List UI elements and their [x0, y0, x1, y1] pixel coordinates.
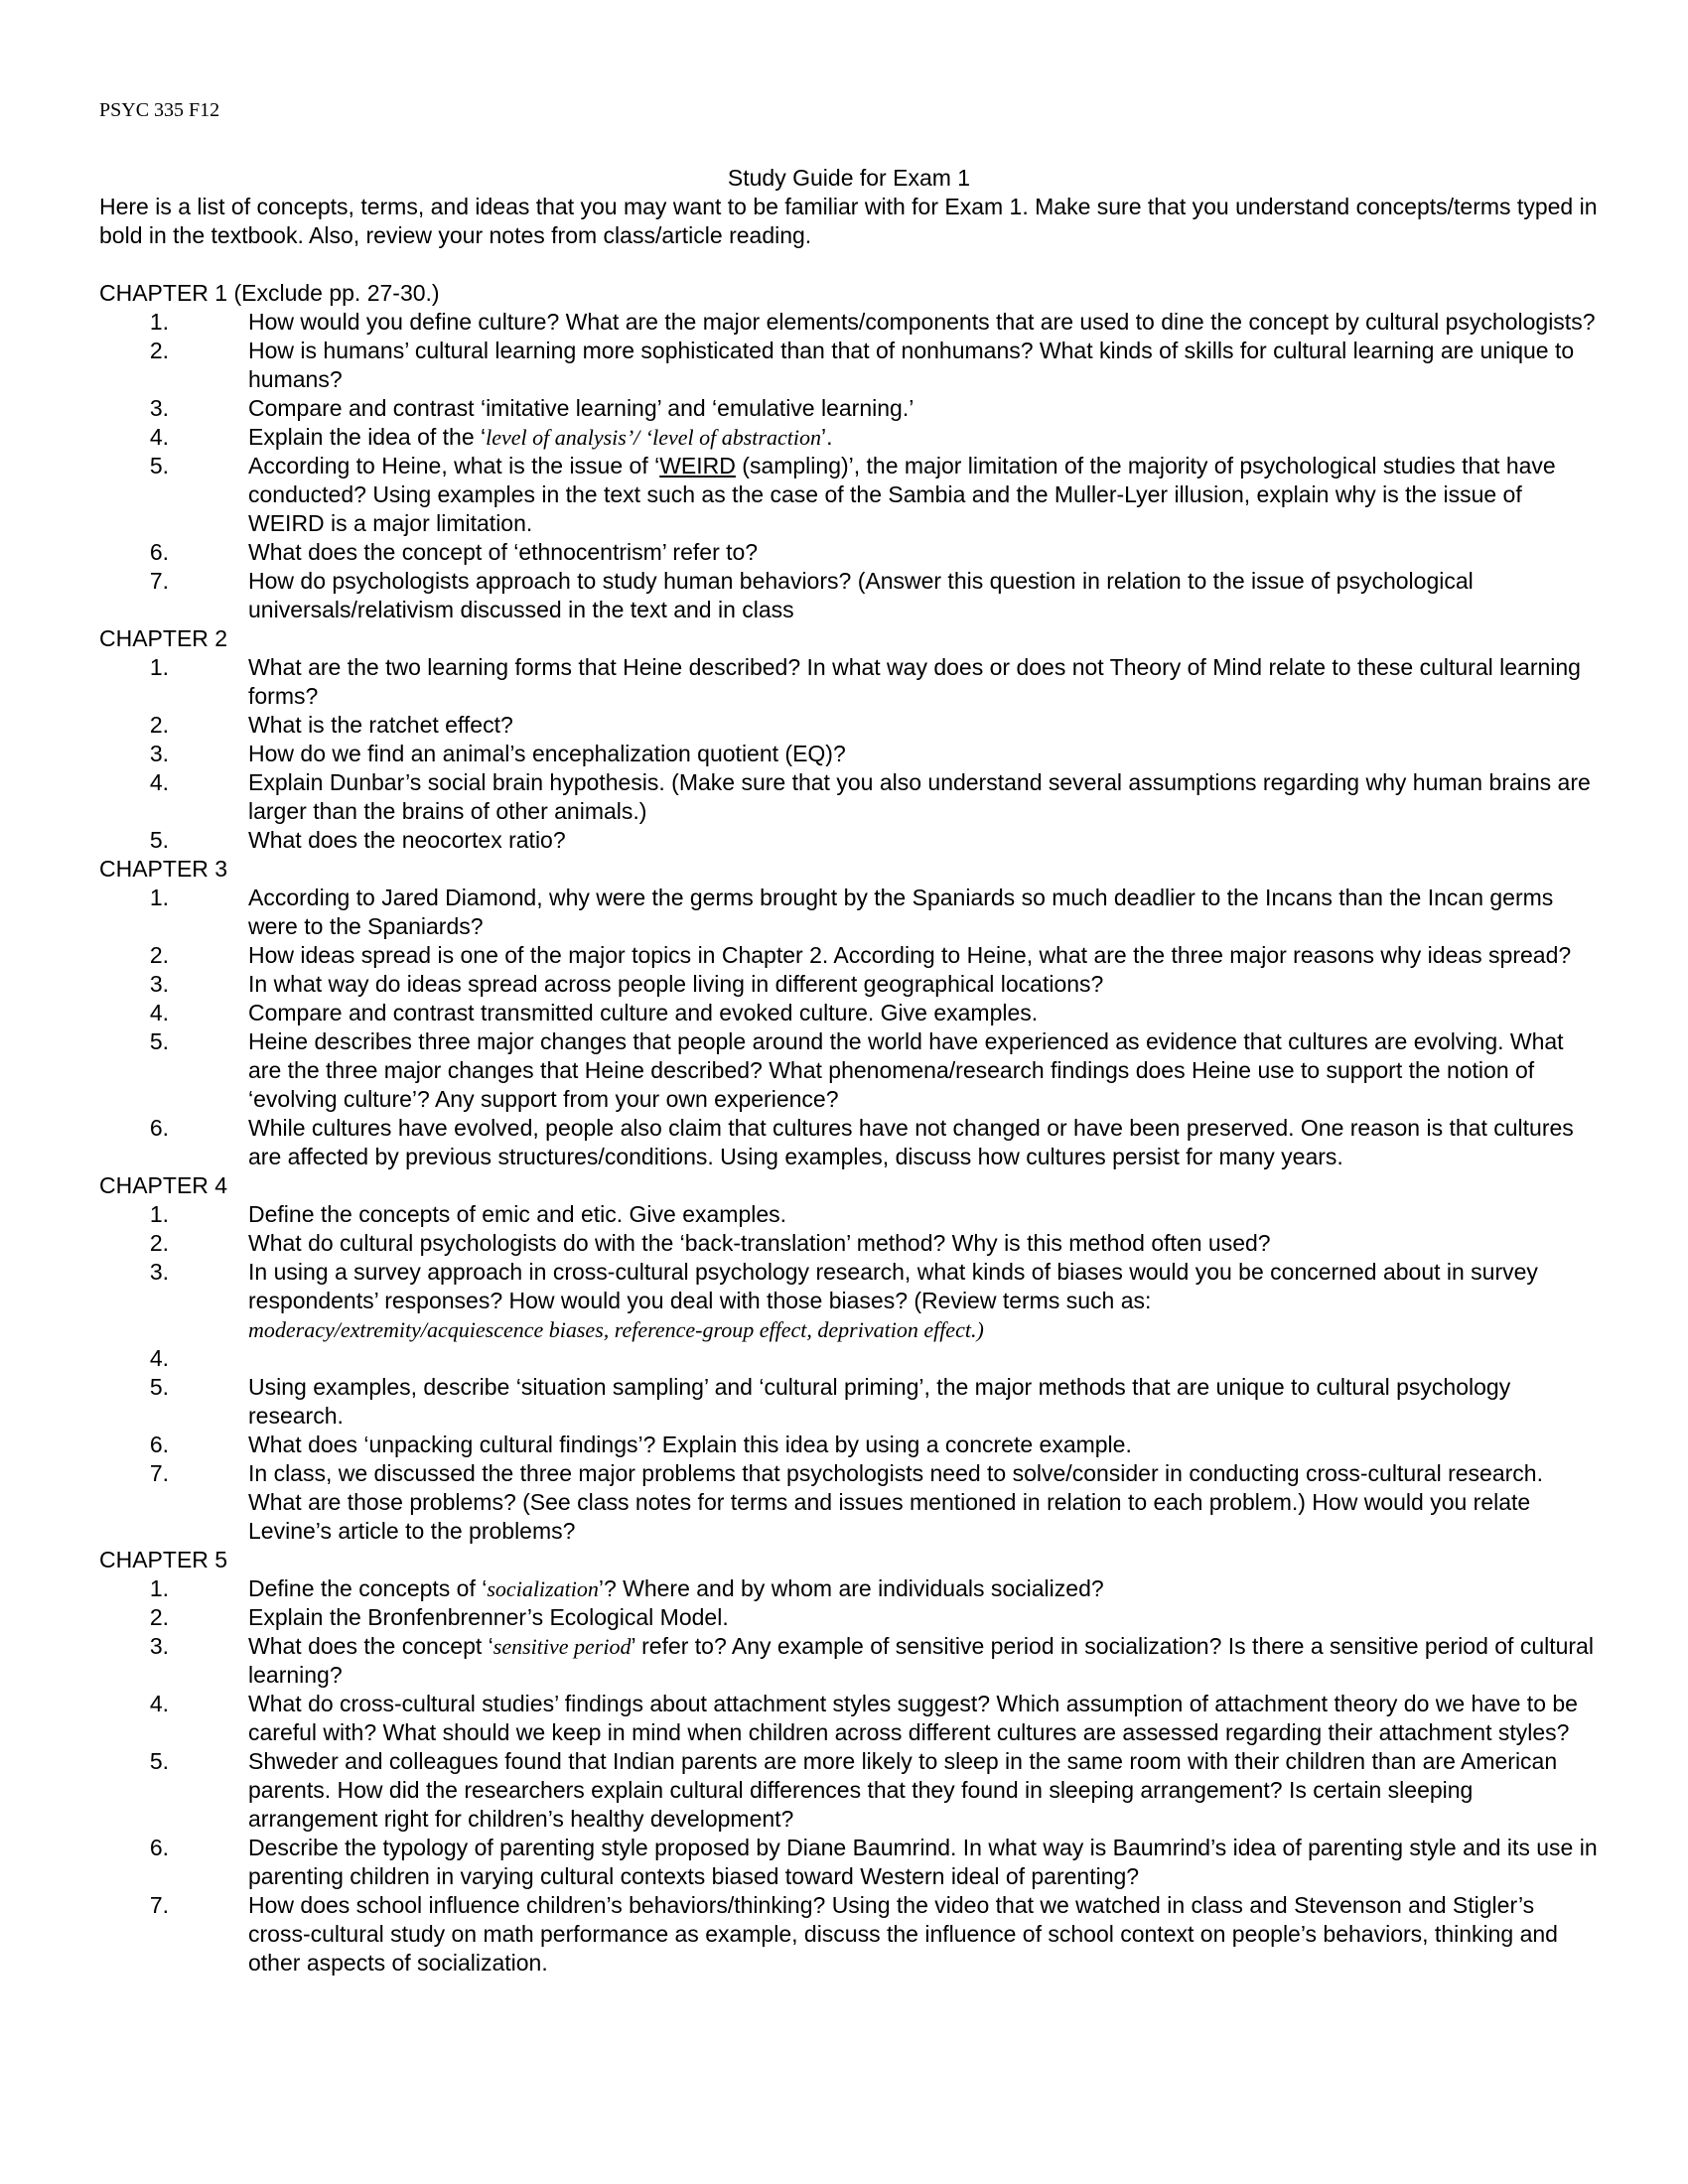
item-number: 7. — [149, 1460, 169, 1486]
item-text: Compare and contrast transmitted culture and evoked culture. Give examples. — [248, 1000, 1039, 1025]
item-text: How do psychologists approach to study human behaviors? (Answer this question in relation to the issue of psychological universals/relativism discussed in the text and in class — [248, 568, 1474, 622]
item-number: 5. — [149, 1748, 169, 1774]
item-text: Define the concepts of emic and etic. Give examples. — [248, 1201, 787, 1227]
item-number: 2. — [149, 338, 169, 363]
item-number: 3. — [149, 1259, 169, 1285]
item-text-part: ’? Where and by whom are individuals socialized? — [598, 1575, 1104, 1601]
item-number: 5. — [149, 827, 169, 853]
item-number: 3. — [149, 741, 169, 766]
list-item — [99, 538, 1599, 567]
list-item — [99, 970, 1599, 999]
list-item — [99, 1632, 1599, 1690]
item-text: According to Jared Diamond, why were the germs brought by the Spaniards so much deadlier to the Incans than the Incan germs were to the Spaniards? — [248, 885, 1554, 939]
list-item — [99, 1373, 1599, 1431]
item-number: 6. — [149, 539, 169, 565]
item-number: 7. — [149, 568, 169, 594]
list-item — [99, 1747, 1599, 1834]
item-text-part: What does the concept ‘ — [248, 1633, 493, 1659]
list-item — [99, 1258, 1599, 1344]
item-text — [248, 1344, 1599, 1373]
item-text: In class, we discussed the three major problems that psychologists need to solve/consider in conducting cross-cultural research. What are those problems? (See class notes for terms and issues mentioned in relation to each problem.) How would you relate Levine’s article to the problems? — [248, 1460, 1543, 1544]
item-text — [248, 452, 1599, 538]
list-item — [99, 337, 1599, 394]
list-item — [99, 1891, 1599, 1978]
chapter-4-heading: CHAPTER 4 — [99, 1172, 228, 1198]
item-text: While cultures have evolved, people also claim that cultures have not changed or have been preserved. One reason is that cultures are affected by previous structures/conditions. Using examples, discuss how cultures persist for many years. — [248, 1115, 1574, 1169]
item-number: 2. — [149, 1230, 169, 1256]
italic-term: socialization — [487, 1576, 599, 1601]
list-item — [99, 1200, 1599, 1229]
item-text: How does school influence children’s behaviors/thinking? Using the video that we watched in class and Stevenson and Stigler’s cross-cultural study on math performance as example, discuss the influence of school context on people’s behaviors, thinking and other aspects of socialization. — [248, 1892, 1558, 1976]
item-number: 1. — [149, 309, 169, 335]
list-item — [99, 999, 1599, 1027]
list-item — [99, 1574, 1599, 1603]
document-title: Study Guide for Exam 1 — [727, 165, 971, 191]
intro-paragraph: Here is a list of concepts, terms, and ideas that you may want to be familiar with for Exam 1. Make sure that you understand concepts/terms typed in bold in the textbook. Also, review your notes from class/article reading. — [99, 194, 1598, 248]
list-item — [99, 1027, 1599, 1114]
italic-terms-line: moderacy/extremity/acquiescence biases, reference-group effect, deprivation effect.) — [248, 1317, 984, 1342]
item-text: In what way do ideas spread across people living in different geographical locations? — [248, 971, 1104, 997]
italic-term: level of analysis’/ ‘level of abstraction — [486, 425, 821, 450]
item-text-part: Define the concepts of ‘ — [248, 1575, 488, 1601]
item-text-part: (sampling)’, the major limitation of the majority of psychological studies that have conducted? Using examples in the text such as the case of the Sambia and the Muller-Lyer illusion, explain why is the issue of WEIRD is a major limitation. — [248, 453, 1556, 536]
list-item — [99, 1834, 1599, 1891]
list-item — [99, 452, 1599, 538]
item-number: 1. — [149, 1201, 169, 1227]
list-item — [99, 1459, 1599, 1546]
chapter-3-heading: CHAPTER 3 — [99, 856, 228, 882]
study-guide-content — [99, 164, 1599, 1978]
item-text — [248, 1632, 1599, 1690]
list-item — [99, 768, 1599, 826]
item-text: Describe the typology of parenting style proposed by Diane Baumrind. In what way is Baumrind’s idea of parenting style and its use in parenting children in varying cultural contexts biased toward Western ideal of parenting? — [248, 1835, 1598, 1889]
item-number: 1. — [149, 1575, 169, 1601]
item-number: 2. — [149, 712, 169, 738]
chapter-1-heading: CHAPTER 1 (Exclude pp. 27-30.) — [99, 280, 440, 306]
item-text: Explain the Bronfenbrenner’s Ecological Model. — [248, 1604, 729, 1630]
list-item — [99, 1690, 1599, 1747]
list-item — [99, 567, 1599, 624]
item-number: 3. — [149, 971, 169, 997]
item-number: 5. — [149, 1374, 169, 1400]
item-number: 6. — [149, 1115, 169, 1141]
item-number: 4. — [149, 1345, 169, 1371]
item-text — [248, 1574, 1599, 1603]
item-number: 7. — [149, 1892, 169, 1918]
list-item — [99, 711, 1599, 740]
item-text: What are the two learning forms that Heine described? In what way does or does not Theory of Mind relate to these cultural learning forms? — [248, 654, 1581, 709]
list-item — [99, 1603, 1599, 1632]
item-number: 4. — [149, 769, 169, 795]
item-number: 6. — [149, 1835, 169, 1860]
item-text-part: ’ refer to? Any example of sensitive period in socialization? Is there a sensitive period of cultural learning? — [248, 1633, 1594, 1688]
item-text: Explain Dunbar’s social brain hypothesis. (Make sure that you also understand several assumptions regarding why human brains are larger than the brains of other animals.) — [248, 769, 1591, 824]
item-text: Compare and contrast ‘imitative learning’ and ‘emulative learning.’ — [248, 395, 914, 421]
list-item — [99, 1431, 1599, 1459]
list-item — [99, 826, 1599, 855]
item-number: 3. — [149, 395, 169, 421]
item-text-part: According to Heine, what is the issue of ‘ — [248, 453, 660, 478]
item-text: What does ‘unpacking cultural findings’? Explain this idea by using a concrete example. — [248, 1432, 1132, 1457]
italic-term: sensitive period — [492, 1634, 632, 1659]
item-number: 4. — [149, 1691, 169, 1716]
chapter-2-heading: CHAPTER 2 — [99, 625, 228, 651]
item-text: What does the concept of ‘ethnocentrism’ refer to? — [248, 539, 759, 565]
item-text: How would you define culture? What are the major elements/components that are used to dine the concept by cultural psychologists? — [248, 309, 1596, 335]
underlined-term: WEIRD — [659, 453, 736, 478]
item-number: 2. — [149, 942, 169, 968]
item-text-part: ’. — [820, 424, 833, 450]
list-item — [99, 740, 1599, 768]
item-number: 1. — [149, 654, 169, 680]
item-text — [248, 423, 1599, 452]
item-number: 2. — [149, 1604, 169, 1630]
course-code: PSYC 335 F12 — [99, 99, 220, 121]
list-item — [99, 1344, 1599, 1373]
list-item — [99, 884, 1599, 941]
list-item — [99, 423, 1599, 452]
item-number: 1. — [149, 885, 169, 910]
list-item — [99, 308, 1599, 337]
item-text: What is the ratchet effect? — [248, 712, 513, 738]
item-text — [248, 1258, 1599, 1344]
item-number: 3. — [149, 1633, 169, 1659]
list-item — [99, 941, 1599, 970]
item-number: 4. — [149, 424, 169, 450]
item-text-part: Explain the idea of the ‘ — [248, 424, 487, 450]
item-text: What do cultural psychologists do with the ‘back-translation’ method? Why is this method often used? — [248, 1230, 1271, 1256]
item-text-part: In using a survey approach in cross-cultural psychology research, what kinds of biases would you be concerned about in survey respondents’ responses? How would you deal with those biases? (Review terms such as: — [248, 1259, 1538, 1313]
item-number: 5. — [149, 1028, 169, 1054]
item-number: 5. — [149, 453, 169, 478]
spacer — [99, 250, 1599, 279]
item-text: How do we find an animal’s encephalization quotient (EQ)? — [248, 741, 846, 766]
item-text: Using examples, describe ‘situation sampling’ and ‘cultural priming’, the major methods that are unique to cultural psychology research. — [248, 1374, 1511, 1429]
item-text: How ideas spread is one of the major topics in Chapter 2. According to Heine, what are the three major reasons why ideas spread? — [248, 942, 1572, 968]
chapter-5-heading: CHAPTER 5 — [99, 1547, 228, 1572]
list-item — [99, 1114, 1599, 1171]
item-number: 4. — [149, 1000, 169, 1025]
item-text: What does the neocortex ratio? — [248, 827, 566, 853]
list-item — [99, 653, 1599, 711]
item-text: Shweder and colleagues found that Indian parents are more likely to sleep in the same room with their children than are American parents. How did the researchers explain cultural differences that they found in sleeping arrangement? Is certain sleeping arrangement right for children’s healthy development? — [248, 1748, 1558, 1832]
item-text: What do cross-cultural studies’ findings about attachment styles suggest? Which assumption of attachment theory do we have to be careful with? What should we keep in mind when children across different cultures are assessed regarding their attachment styles? — [248, 1691, 1578, 1745]
item-number: 6. — [149, 1432, 169, 1457]
item-text: Heine describes three major changes that people around the world have experienced as evidence that cultures are evolving. What are the three major changes that Heine described? What phenomena/research findings does Heine use to support the notion of ‘evolving culture’? Any support from your own experience? — [248, 1028, 1564, 1112]
list-item — [99, 1229, 1599, 1258]
item-text: How is humans’ cultural learning more sophisticated than that of nonhumans? What kinds of skills for cultural learning are unique to humans? — [248, 338, 1575, 392]
list-item — [99, 394, 1599, 423]
